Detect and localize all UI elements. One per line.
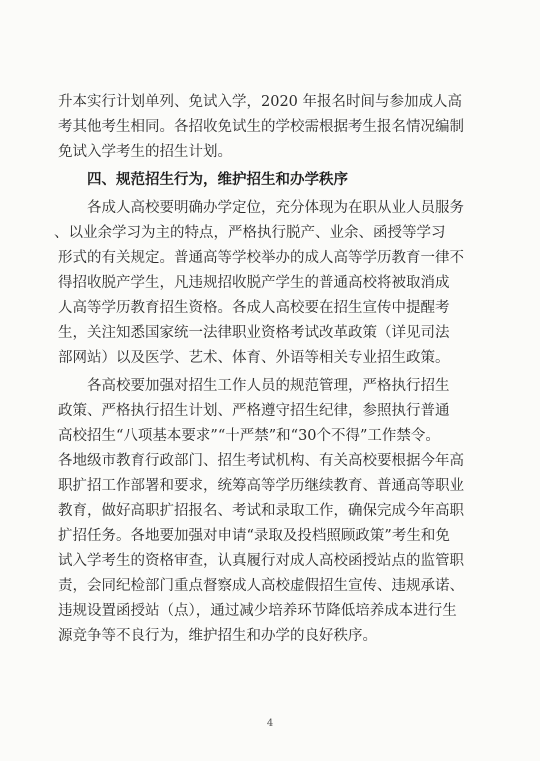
paragraph-line: 各高校要加强对招生工作人员的规范管理，严格执行招生	[87, 378, 450, 394]
paragraph-line: 升本实行计划单列、免试入学，2020 年报名时间与参加成人高	[58, 94, 463, 110]
paragraph-line: 扩招任务。各地要加强对申请“录取及投档照顾政策”考生和免	[58, 528, 450, 544]
paragraph-line: 部网站）以及医学、艺术、体育、外语等相关专业招生政策。	[58, 350, 450, 366]
page-number: 4	[266, 718, 274, 729]
paragraph-line: 生，关注知悉国家统一法律职业资格考试改革政策（详见司法	[58, 325, 450, 341]
paragraph-line: 免试入学考生的招生计划。	[58, 144, 232, 160]
paragraph-line: 得招收脱产学生，凡违规招收脱产学生的普通高校将被取消成	[58, 275, 450, 291]
paragraph-line: 源竞争等不良行为，维护招生和办学的良好秩序。	[58, 628, 377, 644]
paragraph-line: 各地级市教育行政部门、招生考试机构、有关高校要根据今年高	[58, 453, 464, 469]
paragraph-line: 政策、严格执行招生计划、严格遵守招生纪律，参照执行普通	[58, 403, 450, 419]
paragraph-line: 高校招生“八项基本要求”“十严禁”和“30个不得”工作禁令。	[58, 428, 440, 444]
paragraph-line: 各成人高校要明确办学定位，充分体现为在职从业人员服务	[87, 200, 464, 216]
paragraph-line: 考其他考生相同。各招收免试生的学校需根据考生报名情况编制	[58, 119, 464, 135]
paragraph-line: 、以业余学习为主的特点，严格执行脱产、业余、函授等学习	[54, 225, 446, 241]
paragraph-line: 责，会同纪检部门重点督察成人高校虚假招生宣传、违规承诺、	[58, 578, 464, 594]
paragraph-line: 教育，做好高职扩招报名、考试和录取工作，确保完成今年高职	[58, 503, 464, 519]
paragraph-line: 人高等学历教育招生资格。各成人高校要在招生宣传中提醒考	[58, 300, 450, 316]
paragraph-line: 形式的有关规定。普通高等学校举办的成人高等学历教育一律不	[58, 250, 464, 266]
paragraph-line: 试入学考生的资格审查，认真履行对成人高校函授站点的监管职	[58, 553, 464, 569]
paragraph-line: 违规设置函授站（点），通过减少培养环节降低培养成本进行生	[58, 603, 457, 619]
section-heading: 四、规范招生行为，维护招生和办学秩序	[87, 172, 348, 188]
paragraph-line: 职扩招工作部署和要求，统筹高等学历继续教育、普通高等职业	[58, 478, 464, 494]
